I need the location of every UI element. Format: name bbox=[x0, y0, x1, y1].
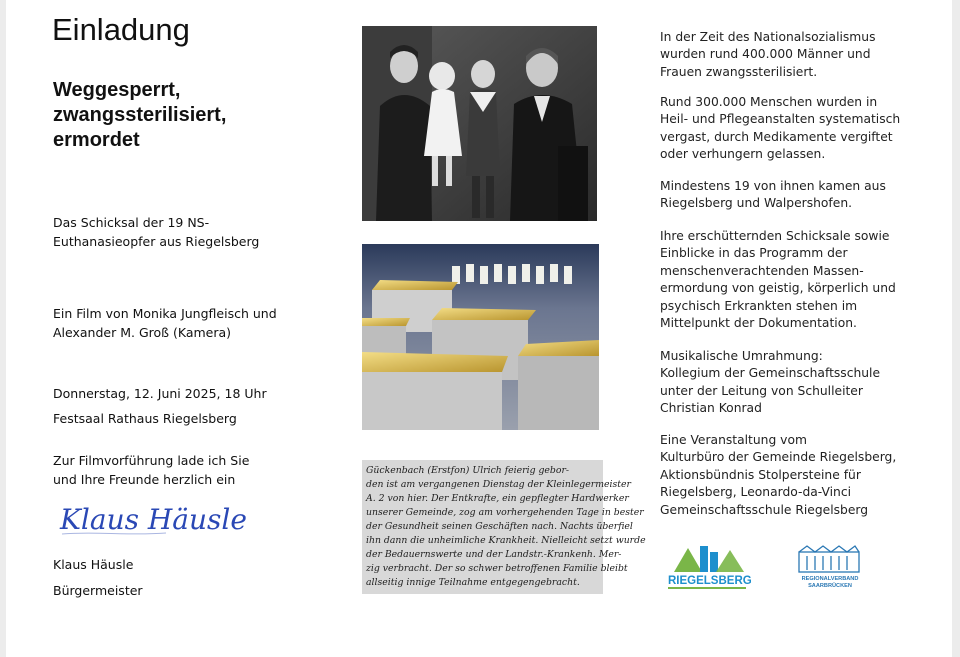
signature-text: Klaus Häusle bbox=[60, 503, 247, 536]
clipping-line: allseitig innige Teilnahme entgegengebracht. bbox=[366, 577, 580, 588]
subtitle: Das Schicksal der 19 NS- Euthanasieopfer aus Riegelsberg bbox=[53, 215, 260, 249]
paragraph-local-victims: Mindestens 19 von ihnen kamen aus Riegelsberg und Walpershofen. bbox=[660, 179, 886, 211]
paragraph-music: Musikalische Umrahmung: Kollegium der Gemeinschaftsschule unter der Leitung von Schulleiter Christian Konrad bbox=[660, 349, 881, 416]
headline-line: Weggesperrt, bbox=[53, 79, 181, 101]
regionalverband-logo bbox=[793, 542, 867, 592]
regionalverband-logo-subtext: SAARBRÜCKEN bbox=[808, 583, 852, 589]
clipping-line: A. 2 von hier. Der Entkrafte, ein gepflegter Hardwerker bbox=[366, 493, 629, 504]
film-credit: Ein Film von Monika Jungfleisch und Alexander M. Groß (Kamera) bbox=[53, 306, 277, 340]
paragraph-sterilization: In der Zeit des Nationalsozialismus wurden rund 400.000 Männer und Frauen zwangssterilisiert. bbox=[660, 30, 876, 79]
stolpersteine-photo bbox=[362, 244, 599, 430]
event-venue: Festsaal Rathaus Riegelsberg bbox=[53, 411, 237, 426]
clipping-line: zig verbracht. Der so schwer betroffenen Familie bleibt bbox=[366, 563, 628, 574]
clipping-line: Gückenbach (Erstfon) Ulrich feierig gebor- bbox=[366, 465, 570, 476]
invitation-text: Zur Filmvorführung lade ich Sie und Ihre Freunde herzlich ein bbox=[53, 453, 250, 487]
clipping-line: der Bedauernswerte und der Landstr.-Krankenh. Mer- bbox=[366, 549, 622, 560]
paragraph-victims: Rund 300.000 Menschen wurden in Heil- und Pflegeanstalten systematisch vergast, durch Medikamente vergiftet oder verhungern gelassen. bbox=[660, 95, 901, 162]
headline-line: ermordet bbox=[53, 129, 140, 151]
signer-role: Bürgermeister bbox=[53, 583, 143, 598]
headline bbox=[53, 78, 333, 153]
family-photo bbox=[362, 26, 597, 221]
newspaper-clipping bbox=[362, 460, 646, 594]
page-title: Einladung bbox=[52, 12, 190, 47]
signer-name: Klaus Häusle bbox=[53, 557, 134, 572]
regionalverband-logo-text: REGIONALVERBAND bbox=[801, 576, 859, 582]
clipping-line: unserer Gemeinde, zog am vorhergehenden Tage in bester bbox=[366, 507, 644, 518]
clipping-line: ihn dann die unheimliche Krankheit. Nielleicht setzt wurde bbox=[366, 535, 646, 546]
event-date: Donnerstag, 12. Juni 2025, 18 Uhr bbox=[53, 386, 267, 401]
paragraph-organizers: Eine Veranstaltung vom Kulturbüro der Gemeinde Riegelsberg, Aktionsbündnis Stolpersteine für Riegelsberg, Leonardo-da-Vinci Gemeinschaftsschule Riegelsberg bbox=[660, 433, 897, 517]
clipping-line: den ist am vergangenen Dienstag der Kleinlegermeister bbox=[366, 479, 631, 490]
riegelsberg-logo-text: RIEGELSBERG bbox=[668, 575, 752, 587]
clipping-line: der Gesundheit seinen Geschäften nach. Nachts überfiel bbox=[366, 521, 633, 532]
headline-line: zwangssterilisiert, bbox=[53, 104, 227, 126]
riegelsberg-logo bbox=[666, 542, 750, 592]
paragraph-documentary: Ihre erschütternden Schicksale sowie Einblicke in das Programm der menschenverachtenden Massen- ermordung von geistig, körperlich und psychisch Erkrankten stehen im Mittelpunkt der Dokumentation. bbox=[660, 229, 896, 331]
signature-image bbox=[56, 498, 256, 543]
